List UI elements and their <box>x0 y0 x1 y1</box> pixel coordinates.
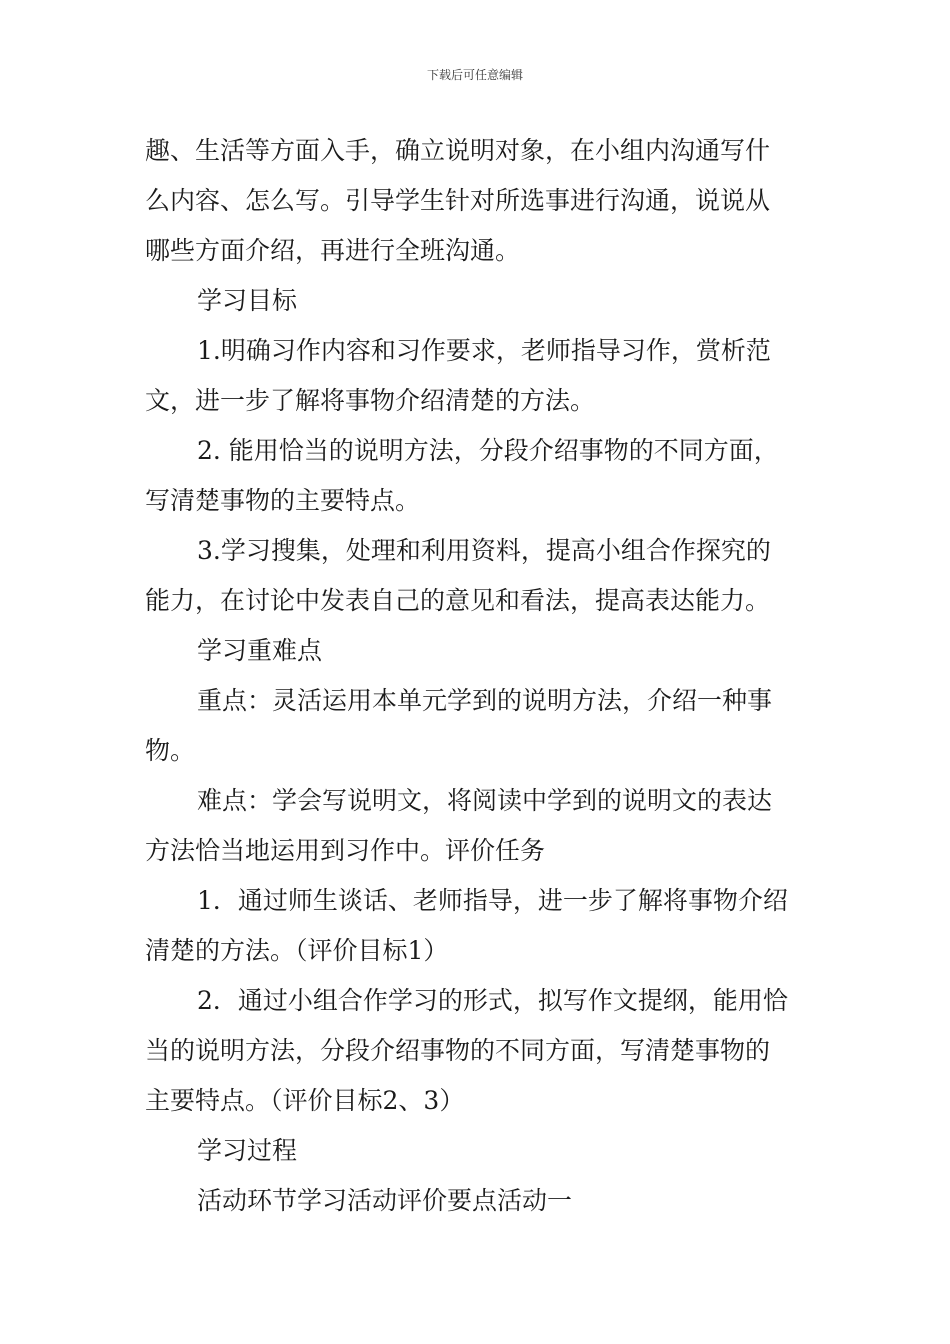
text-line: 写清楚事物的主要特点。 <box>145 486 421 515</box>
section-heading-learning-goals: 学习目标 <box>197 286 298 315</box>
text-line: 活动环节学习活动评价要点活动一 <box>197 1186 573 1215</box>
text-line: 2. 能用恰当的说明方法，分段介绍事物的不同方面， <box>197 436 779 465</box>
text-line: 方法恰当地运用到习作中。评价任务 <box>145 836 546 865</box>
text-line: 3.学习搜集，处理和利用资料，提高小组合作探究的 <box>197 536 771 565</box>
text-line: 难点：学会写说明文，将阅读中学到的说明文的表达 <box>197 786 773 815</box>
text-line: 1．通过师生谈话、老师指导，进一步了解将事物介绍 <box>197 886 788 915</box>
document-body <box>145 126 807 1226</box>
text-line: 趣、生活等方面入手，确立说明对象，在小组内沟通写什 <box>145 136 771 165</box>
text-line: 文，进一步了解将事物介绍清楚的方法。 <box>145 386 596 415</box>
text-line: 1.明确习作内容和习作要求，老师指导习作，赏析范 <box>197 336 771 365</box>
section-heading-learning-process: 学习过程 <box>197 1136 298 1165</box>
text-line: 重点：灵活运用本单元学到的说明方法，介绍一种事 <box>197 686 773 715</box>
text-line: 能力，在讨论中发表自己的意见和看法，提高表达能力。 <box>145 586 771 615</box>
text-line: 清楚的方法。（评价目标1） <box>145 936 449 965</box>
section-heading-key-points: 学习重难点 <box>197 636 323 665</box>
text-line: 哪些方面介绍，再进行全班沟通。 <box>145 236 521 265</box>
text-line: 当的说明方法，分段介绍事物的不同方面，写清楚事物的 <box>145 1036 771 1065</box>
text-line: 2．通过小组合作学习的形式，拟写作文提纲，能用恰 <box>197 986 788 1015</box>
text-line: 么内容、怎么写。引导学生针对所选事进行沟通，说说从 <box>145 186 771 215</box>
text-line: 主要特点。（评价目标2、3） <box>145 1086 465 1115</box>
page-header: 下载后可任意编辑 <box>426 68 523 82</box>
text-line: 物。 <box>145 736 196 765</box>
